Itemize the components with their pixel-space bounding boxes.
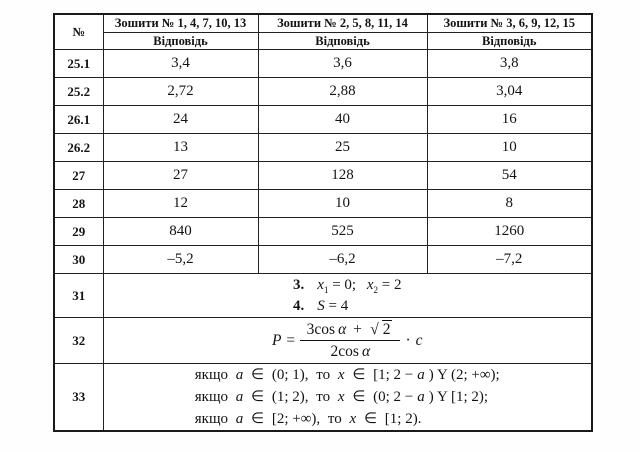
answer-cell: 1260 xyxy=(427,218,592,246)
condition-line-1 xyxy=(195,364,500,386)
subscript: 2 xyxy=(373,284,378,295)
variable-a: a xyxy=(235,389,244,405)
fraction xyxy=(300,320,400,362)
row-number-cell: 30 xyxy=(54,246,103,274)
col-header-1: Зошити № 1, 4, 7, 10, 13 xyxy=(103,14,258,33)
element-of-sign: ∈ xyxy=(251,411,265,427)
answer-cell: 3,04 xyxy=(427,78,592,106)
plus-sign: + xyxy=(353,320,362,338)
row-number-cell: 26.2 xyxy=(54,134,103,162)
answer-cell: 10 xyxy=(258,190,427,218)
interval: ) Y (2; +∞); xyxy=(428,367,500,383)
answer-cell: 12 xyxy=(103,190,258,218)
table-row-28 xyxy=(54,190,592,218)
table-row-33 xyxy=(54,364,592,432)
row-number-cell: 32 xyxy=(54,318,103,364)
interval: (0; 1), xyxy=(271,367,309,383)
answer-cell: 2,88 xyxy=(258,78,427,106)
subscript: 1 xyxy=(323,284,329,295)
answer-cell: 10 xyxy=(427,134,592,162)
answer-cell: 8 xyxy=(427,190,592,218)
variable-c: c xyxy=(415,331,423,349)
interval: [1; 2 − xyxy=(373,367,414,383)
corner-number-header: № xyxy=(54,14,103,50)
answer-cell: 24 xyxy=(103,106,258,134)
merged-answer-cell-32 xyxy=(103,318,592,364)
keyword: якщо xyxy=(194,389,229,405)
variable-a: a xyxy=(417,367,425,383)
variable-a: a xyxy=(235,411,244,427)
table-row-26-1 xyxy=(54,106,592,134)
radical-sign: √ xyxy=(370,320,379,338)
table-row-25-2 xyxy=(54,78,592,106)
answer-cell: 3,4 xyxy=(103,50,258,78)
keyword: то xyxy=(316,367,331,383)
interval: (1; 2), xyxy=(271,389,309,405)
answer-cell: 128 xyxy=(258,162,427,190)
row-number-cell: 29 xyxy=(54,218,103,246)
variable-p: P xyxy=(271,331,282,349)
equals-sign: = xyxy=(286,331,296,349)
row-number-cell: 33 xyxy=(54,364,103,432)
row-number-cell: 26.1 xyxy=(54,106,103,134)
row-number-cell: 28 xyxy=(54,190,103,218)
row-number-cell: 25.2 xyxy=(54,78,103,106)
equation-text: = 4 xyxy=(328,297,349,314)
table-row-27 xyxy=(54,162,592,190)
answer-cell: 54 xyxy=(427,162,592,190)
square-root xyxy=(369,321,394,338)
alpha-symbol: α xyxy=(338,320,347,338)
row-number-cell: 25.1 xyxy=(54,50,103,78)
merged-answer-cell-31 xyxy=(103,274,592,318)
element-of-sign: ∈ xyxy=(251,389,265,405)
row-number-cell: 31 xyxy=(54,274,103,318)
subheader-1: Відповідь xyxy=(103,33,258,50)
table-row-31 xyxy=(54,274,592,318)
element-of-sign: ∈ xyxy=(251,367,265,383)
answer-cell: 25 xyxy=(258,134,427,162)
answer-cell: –7,2 xyxy=(427,246,592,274)
interval: ) Y [1; 2); xyxy=(428,389,489,405)
answer-cell: –6,2 xyxy=(258,246,427,274)
denominator-term: 2cos xyxy=(330,343,359,360)
variable-x: x xyxy=(337,389,345,405)
math-line-4 xyxy=(293,296,401,317)
variable-a: a xyxy=(235,367,244,383)
fraction-denominator xyxy=(300,341,400,361)
numerator-term: 3cos xyxy=(306,320,336,338)
element-of-sign: ∈ xyxy=(352,389,366,405)
numbered-answer-block xyxy=(293,275,401,317)
keyword: то xyxy=(316,389,331,405)
multiplication-dot: · xyxy=(405,331,411,349)
keyword: то xyxy=(327,411,342,427)
table-row-25-1 xyxy=(54,50,592,78)
answer-cell: 2,72 xyxy=(103,78,258,106)
answer-cell: –5,2 xyxy=(103,246,258,274)
subheader-3: Відповідь xyxy=(427,33,592,50)
header-row-titles xyxy=(54,14,592,33)
answer-cell: 27 xyxy=(103,162,258,190)
table-row-32 xyxy=(54,318,592,364)
answers-table xyxy=(53,13,593,432)
answer-cell: 13 xyxy=(103,134,258,162)
table-row-26-2 xyxy=(54,134,592,162)
answer-cell: 525 xyxy=(258,218,427,246)
col-header-2: Зошити № 2, 5, 8, 11, 14 xyxy=(258,14,427,33)
alpha-symbol: α xyxy=(361,343,371,360)
interval: [2; +∞), xyxy=(271,411,321,427)
header-row-subtitles xyxy=(54,33,592,50)
answer-cell: 40 xyxy=(258,106,427,134)
radicand: 2 xyxy=(382,320,391,338)
condition-block xyxy=(195,364,500,430)
equation-text: = 0; xyxy=(332,276,357,293)
condition-line-3 xyxy=(195,408,500,430)
item-marker: 4. xyxy=(293,297,305,314)
variable-x1: x xyxy=(317,276,324,293)
interval: [1; 2). xyxy=(384,411,422,427)
variable-a: a xyxy=(417,389,425,405)
table-row-30 xyxy=(54,246,592,274)
keyword: якщо xyxy=(194,411,229,427)
interval: (0; 2 − xyxy=(373,389,414,405)
variable-x: x xyxy=(337,367,345,383)
row-number-cell: 27 xyxy=(54,162,103,190)
element-of-sign: ∈ xyxy=(363,411,378,427)
answer-cell: 3,6 xyxy=(258,50,427,78)
condition-line-2 xyxy=(195,386,500,408)
variable-x2: x xyxy=(366,276,374,293)
answer-cell: 3,8 xyxy=(427,50,592,78)
item-marker: 3. xyxy=(293,276,305,293)
table-row-29 xyxy=(54,218,592,246)
answer-cell: 16 xyxy=(427,106,592,134)
fraction-numerator xyxy=(300,320,400,341)
col-header-3: Зошити № 3, 6, 9, 12, 15 xyxy=(427,14,592,33)
subheader-2: Відповідь xyxy=(258,33,427,50)
keyword: якщо xyxy=(194,367,229,383)
math-line-3 xyxy=(293,275,401,296)
element-of-sign: ∈ xyxy=(352,367,366,383)
variable-s: S xyxy=(317,297,325,314)
merged-answer-cell-33 xyxy=(103,364,592,432)
equation-text: = 2 xyxy=(381,276,402,293)
formula xyxy=(269,320,425,362)
variable-x: x xyxy=(349,411,357,427)
answer-cell: 840 xyxy=(103,218,258,246)
